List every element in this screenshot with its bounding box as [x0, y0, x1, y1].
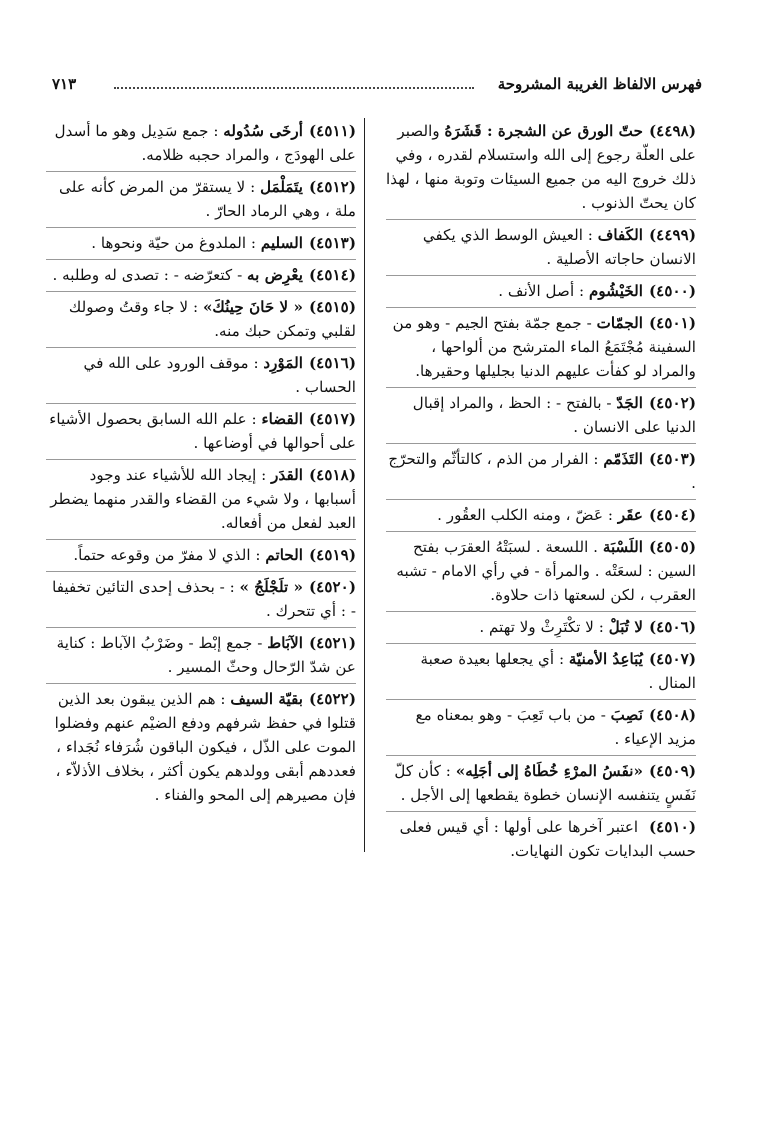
glossary-entry	[386, 308, 696, 388]
entry-definition: : عَضّ ، ومنه الكلب العقُور .	[437, 506, 614, 524]
entry-number: (٤٥١٨)	[308, 466, 356, 484]
entry-term: لا تُبَلْ	[608, 618, 643, 636]
entry-term: الجمّات	[596, 314, 643, 332]
glossary-entry	[46, 628, 356, 684]
glossary-entry	[386, 812, 696, 867]
entry-definition: : أي يجعلها بعيدة صعبة المنال .	[420, 650, 696, 692]
entry-number: (٤٥١٠)	[648, 818, 696, 836]
entry-number: (٤٥٠١)	[648, 314, 696, 332]
entry-number: (٤٥٠٩)	[648, 762, 696, 780]
entry-term: الخَيْشُوم	[588, 282, 643, 300]
entry-number: (٤٥١٥)	[308, 298, 356, 316]
glossary-entry	[386, 220, 696, 276]
entry-number: (٤٥١٣)	[308, 234, 356, 252]
entry-number: (٤٥٠٠)	[648, 282, 696, 300]
entry-number: (٤٥٠٢)	[648, 394, 696, 412]
entry-number: (٤٥٢٠)	[308, 578, 356, 596]
glossary-entry	[46, 292, 356, 348]
glossary-entry	[386, 644, 696, 700]
glossary-entry	[386, 700, 696, 756]
entry-term: السليم	[260, 234, 303, 252]
glossary-entry	[46, 348, 356, 404]
glossary-entry	[46, 540, 356, 572]
entry-definition: : الملدوغ من حيّة ونحوها .	[91, 234, 257, 252]
entry-definition: : كأن كلّ نَفَسٍ يتنفسه الإنسان خطوة يقطعها إلى الأجل .	[394, 762, 696, 804]
entry-definition: : علم الله السابق بحصول الأشياء على أحوالها في أوضاعها .	[49, 410, 356, 452]
glossary-entry	[386, 612, 696, 644]
entry-number: (٤٤٩٨)	[648, 122, 696, 140]
entry-definition: - جمع إبْط - وضَرْبُ الآباط : كناية عن شدّ الرّحال وحثّ المسير .	[56, 634, 356, 676]
entry-number: (٤٥٠٣)	[648, 450, 696, 468]
column-divider	[364, 118, 365, 852]
entry-definition: : لا جاء وقتُ وصولك لقلبي وتمكن حبك منه.	[68, 298, 356, 340]
entry-number: (٤٥١٩)	[308, 546, 356, 564]
entry-term: التَذَمّم	[603, 450, 643, 468]
glossary-entry	[46, 684, 356, 811]
entry-number: (٤٥١٢)	[308, 178, 356, 196]
glossary-entry	[46, 572, 356, 628]
entry-term: عقَر	[617, 506, 643, 524]
page-header	[52, 73, 702, 99]
entry-number: (٤٥١٤)	[308, 266, 356, 284]
glossary-entry	[386, 444, 696, 500]
running-title: فهرس الالفاظ الغريبة المشروحة	[497, 75, 702, 93]
entry-number: (٤٥٠٤)	[648, 506, 696, 524]
glossary-entry	[46, 116, 356, 172]
entry-definition: والصبر على العلّة رجوع إلى الله واستسلام لقدره ، وفي ذلك خروج اليه من جميع السيئات وتوبة منها ، لهذا كان يحتّ الذنوب .	[386, 122, 696, 212]
entry-definition: : - بحذف إحدى التائين تخفيفا - : أي تتحرك .	[52, 578, 356, 620]
entry-definition: اعتبر آخرها على أولها : أي قيس فعلى حسب البدايات تكون النهايات.	[399, 818, 696, 860]
glossary-entry	[386, 532, 696, 612]
entry-term: « لا حَانَ حِينُكَ»	[202, 298, 303, 316]
entry-definition: : الذي لا مفرّ من وقوعه حتماً.	[73, 546, 261, 564]
entry-definition: - من باب تَعِبَ - وهو بمعناه مع مزيد الإعياء .	[415, 706, 696, 748]
entry-definition: : أصل الأنف .	[498, 282, 585, 300]
entry-definition: : العيش الوسط الذي يكفي الانسان حاجاته الأصلية .	[422, 226, 696, 268]
entry-number: (٤٥٢٢)	[308, 690, 356, 708]
entry-term: يُبَاعِدُ الأمنيّة	[568, 650, 643, 668]
entry-number: (٤٥٠٧)	[648, 650, 696, 668]
glossary-entry	[386, 756, 696, 812]
entry-definition: - كتعرّضه - : تصدى له وطلبه .	[52, 266, 243, 284]
entry-number: (٤٥١٦)	[308, 354, 356, 372]
glossary-entry	[46, 260, 356, 292]
entry-definition: : هم الذين يبقون بعد الذين قتلوا في حفظ شرفهم ودفع الضيْم عنهم وفضلوا الموت على الذّل ، فيكون الباقون شُرَفاء نُجَداء ، فعددهم أبقى وولدهم يكون أكثر ، بخلاف الأذلاّء ، فإن مصيرهم إلى المحو والفناء .	[54, 690, 356, 804]
glossary-entry	[46, 460, 356, 540]
entry-term: أرخَى سُدُوله	[223, 122, 303, 140]
entry-term: حتّ الورق عن الشجرة : قَشَرَهُ	[444, 122, 643, 140]
entry-definition: : لا تكْتَرِثْ ولا تهتم .	[479, 618, 604, 636]
leader-dots	[114, 87, 474, 89]
entry-number: (٤٥٢١)	[308, 634, 356, 652]
entry-definition: - جمع جمّة بفتح الجيم - وهو من السفينة مُجْتَمَعُ الماء المترشح من ألواحها ، والمراد لو كفأت عليهم الدنيا بجليلها وحقيرها.	[392, 314, 696, 380]
glossary-entry	[386, 116, 696, 220]
entry-term: بقيّة السيف	[230, 690, 303, 708]
entry-term: يعْرِض به	[247, 266, 303, 284]
entry-term: القضاء	[261, 410, 303, 428]
entry-definition: : لا يستقرّ من المرض كأنه على ملة ، وهي الرماد الحارّ .	[59, 178, 356, 220]
entry-number: (٤٥٠٨)	[648, 706, 696, 724]
glossary-entry	[386, 276, 696, 308]
entry-term: الكَفاف	[597, 226, 643, 244]
glossary-entry	[386, 500, 696, 532]
entry-number: (٤٥١٧)	[308, 410, 356, 428]
glossary-entry	[386, 388, 696, 444]
entry-definition: : الفرار من الذم ، كالتأثّم والتحرّج .	[388, 450, 696, 492]
entry-number: (٤٥٠٦)	[648, 618, 696, 636]
entry-definition: : موقف الورود على الله في الحساب .	[83, 354, 356, 396]
entry-term: الحاتم	[265, 546, 303, 564]
right-column	[386, 116, 696, 867]
glossary-entry	[46, 404, 356, 460]
entry-term: الآبَاط	[267, 634, 303, 652]
entry-term: اللَسْبَة	[602, 538, 643, 556]
entry-definition: : إيجاد الله للأشياء عند وجود أسبابها ، ولا شيء من القضاء والقدر منهما يضطر العبد لفعل من أفعاله.	[50, 466, 356, 532]
glossary-entry	[46, 172, 356, 228]
entry-term: « تلَجْلَجُ »	[239, 578, 303, 596]
entry-term: نَصِبَ	[610, 706, 643, 724]
page-number: ٧١٣	[52, 75, 77, 93]
left-column	[46, 116, 356, 811]
entry-term: «نفَسُ المرْءِ خُطَاهُ إلى أجَلِه»	[455, 762, 643, 780]
entry-term: المَوْرِد	[263, 354, 303, 372]
entry-definition: - بالفتح - : الحظ ، والمراد إقبال الدنيا على الانسان .	[412, 394, 696, 436]
entry-number: (٤٥٠٥)	[648, 538, 696, 556]
entry-number: (٤٤٩٩)	[648, 226, 696, 244]
glossary-entry	[46, 228, 356, 260]
entry-number: (٤٥١١)	[308, 122, 356, 140]
entry-definition: . اللسعة . لسبَتْهُ العقرَب بفتح السين : لسعَتْه . والمرأة - في رأي الامام - تشبه العقرب ، لكن لسعتها ذات حلاوة.	[396, 538, 696, 604]
entry-definition: : جمع سَدِيل وهو ما أسدل على الهودَج ، والمراد حجبه ظلامه.	[54, 122, 356, 164]
entry-term: القدَر	[271, 466, 303, 484]
entry-term: يتَمَلْمَل	[260, 178, 303, 196]
entry-term: الجَدّ	[616, 394, 643, 412]
